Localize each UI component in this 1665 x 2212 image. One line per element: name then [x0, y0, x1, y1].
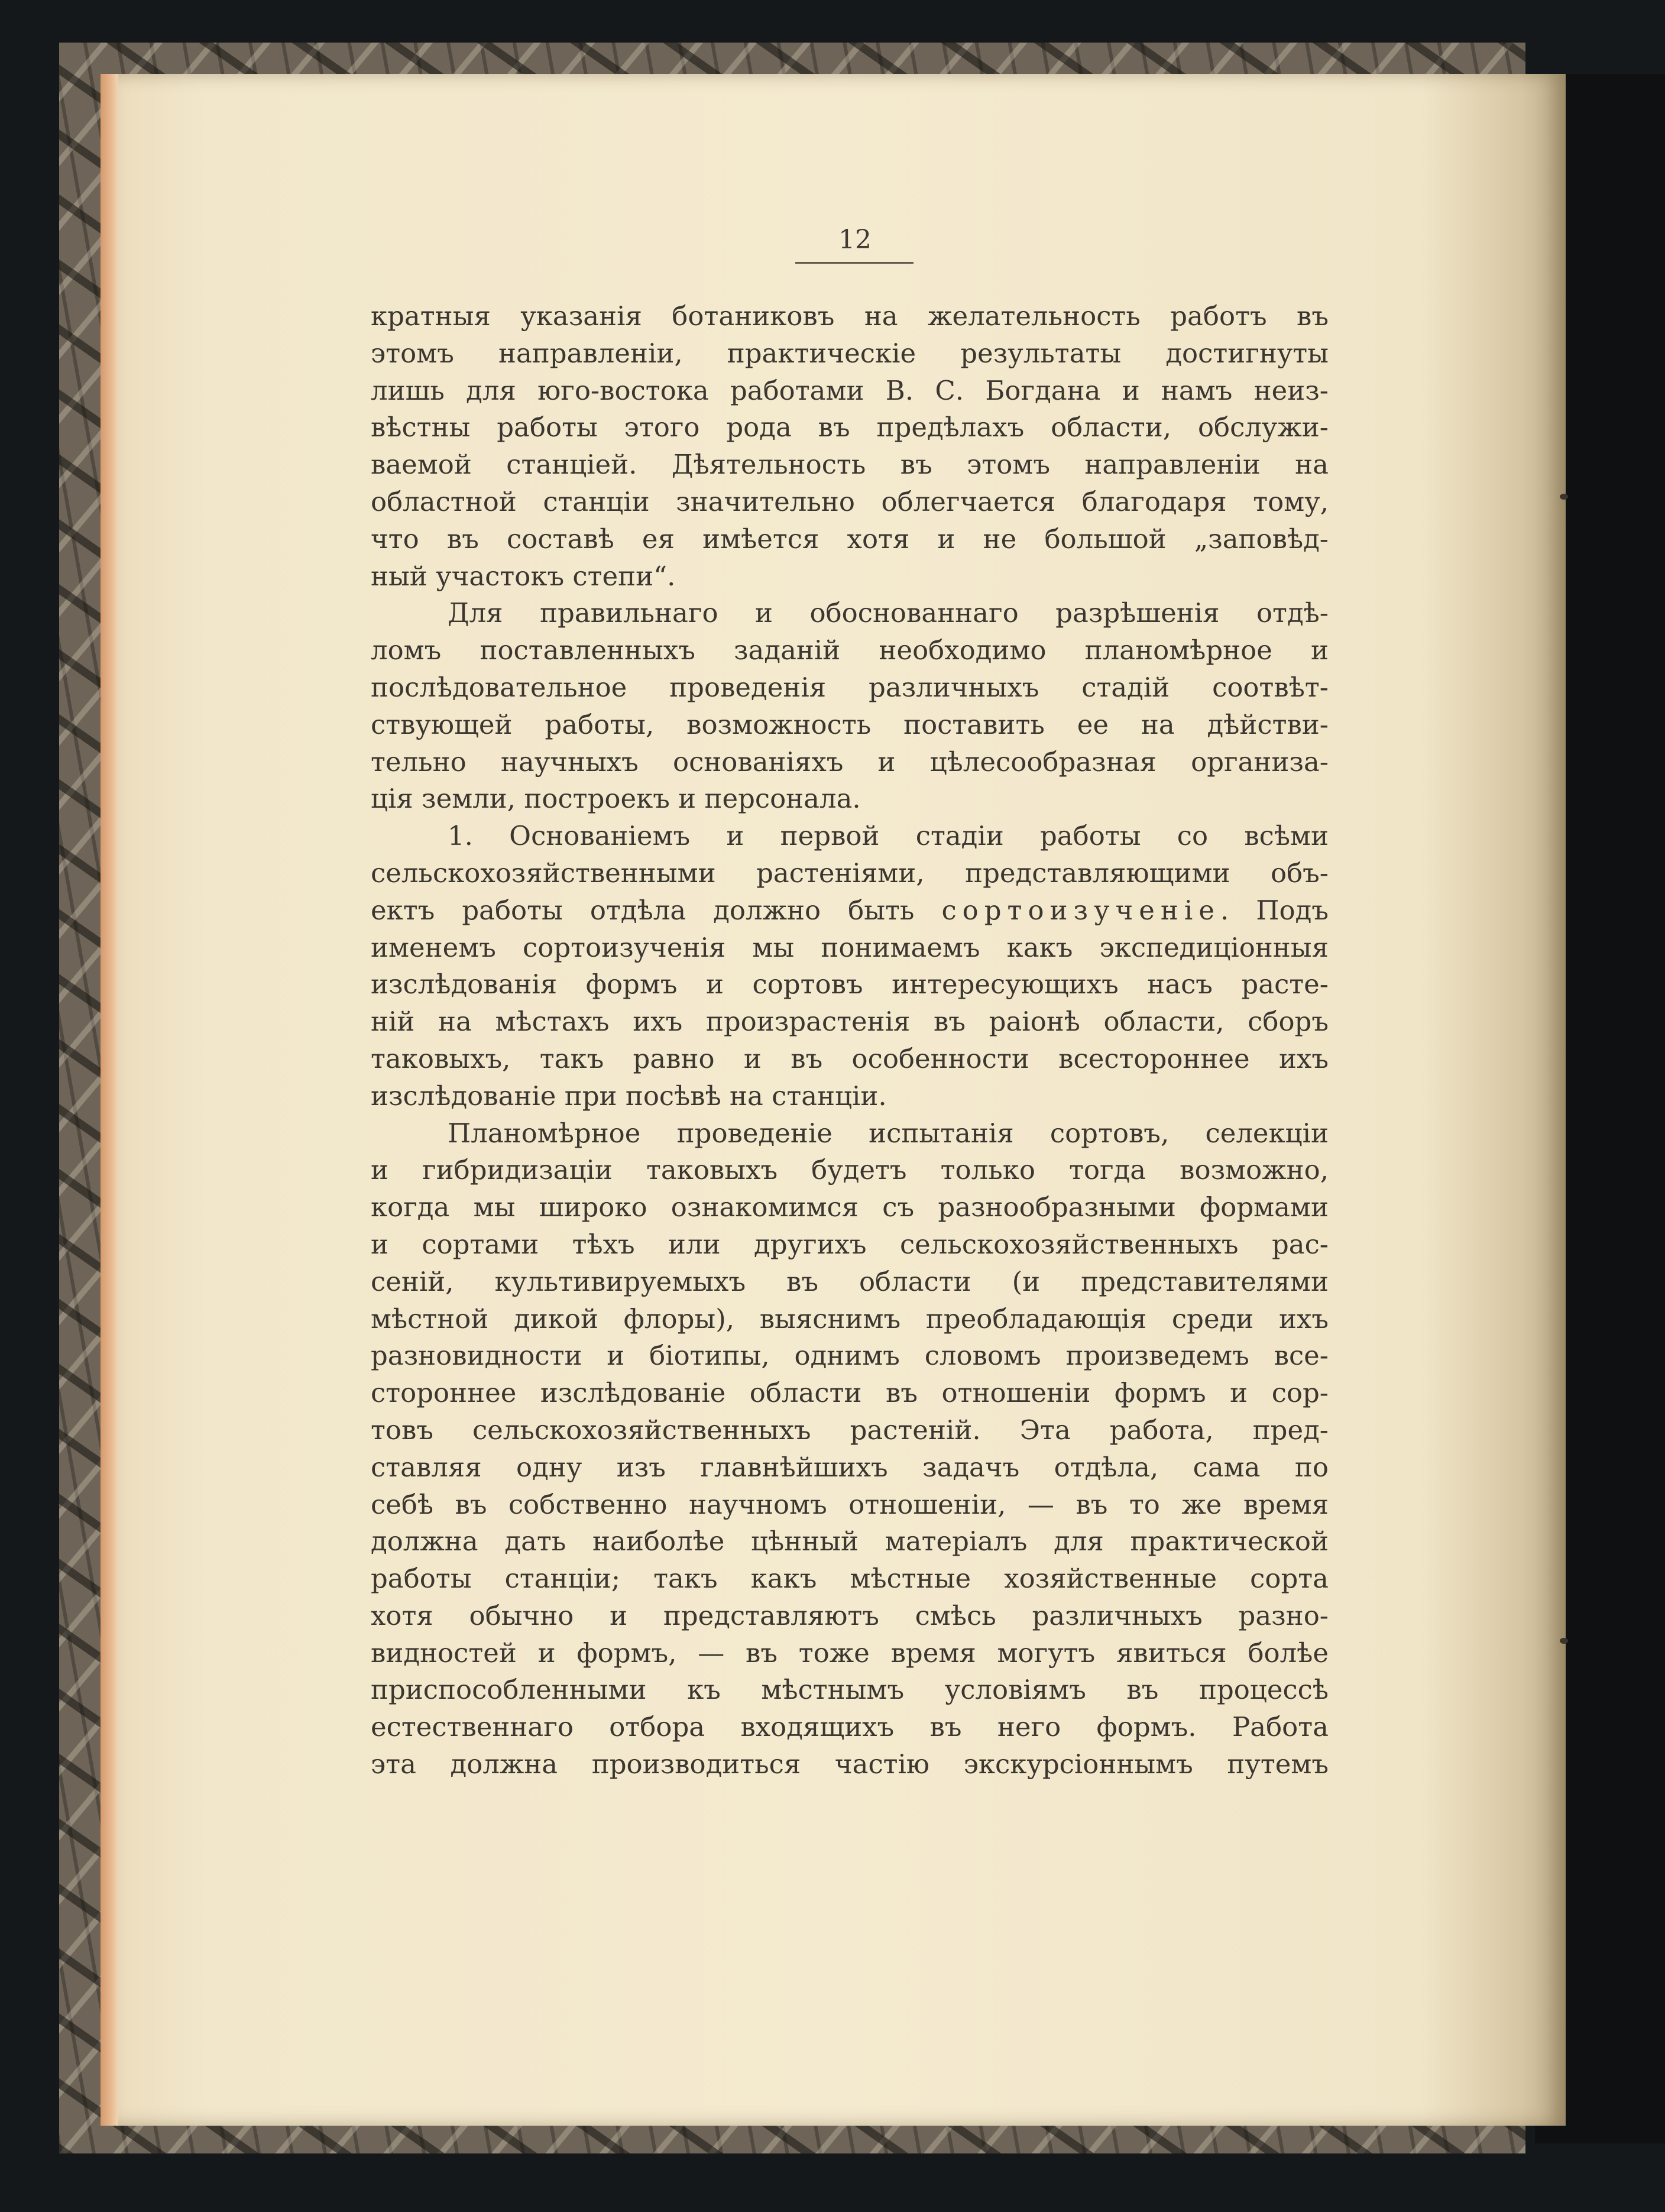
body-text [371, 298, 1329, 1783]
text-line: вѣстны работы этого рода въ предѣлахъ области, обслужи- [371, 412, 1329, 443]
text-line: 1. Основаніемъ и первой стадіи работы со всѣми [448, 820, 1329, 852]
text-line: ствующей работы, возможность поставить ее на дѣйстви- [371, 708, 1329, 740]
text-line: Для правильнаго и обоснованнаго разрѣшенія отдѣ- [448, 597, 1329, 629]
text-line: что въ составѣ ея имѣется хотя и не большой „заповѣд- [371, 523, 1329, 555]
text-segment: ектъ работы отдѣла должно быть [371, 894, 915, 926]
binding-speck [1560, 494, 1568, 500]
text-line: ваемой станціей. Дѣятельность въ этомъ направленіи на [371, 449, 1329, 481]
text-line: ный участокъ степи“. [371, 560, 676, 592]
text-line: ломъ поставленныхъ заданій необходимо планомѣрное и [371, 634, 1329, 666]
text-line: Планомѣрное проведеніе испытанія сортовъ, селекціи [448, 1117, 1329, 1149]
text-line: изслѣдованіе при посѣвѣ на станціи. [371, 1080, 887, 1112]
text-line: хотя обычно и представляютъ смѣсь различныхъ разно- [371, 1599, 1329, 1631]
text-line: товъ сельскохозяйственныхъ растеній. Эта работа, пред- [371, 1414, 1329, 1446]
text-line: изслѣдованія формъ и сортовъ интересующихъ насъ расте- [371, 969, 1329, 1000]
text-line: ній на мѣстахъ ихъ произрастенія въ раіонѣ области, сборъ [371, 1006, 1329, 1038]
text-line: видностей и формъ, — въ тоже время могутъ явиться болѣе [371, 1637, 1329, 1669]
text-line: этомъ направленіи, практическіе результаты достигнуты [371, 337, 1329, 369]
text-line: стороннее изслѣдованіе области въ отношеніи формъ и сор- [371, 1377, 1329, 1409]
text-line: эта должна производиться частію экскурсіоннымъ путемъ [371, 1748, 1329, 1780]
page-number: 12 [838, 225, 872, 255]
text-line: разновидности и біотипы, однимъ словомъ произведемъ все- [371, 1340, 1329, 1372]
binding-speck [1560, 1638, 1568, 1644]
text-line: послѣдовательное проведенія различныхъ стадій соотвѣт- [371, 671, 1329, 703]
text-line: должна дать наиболѣе цѣнный матеріалъ для практической [371, 1526, 1329, 1557]
text-segment: . Подъ [1220, 894, 1329, 926]
text-line: работы станціи; такъ какъ мѣстные хозяйственные сорта [371, 1563, 1329, 1595]
text-line: когда мы широко ознакомимся съ разнообразными формами [371, 1191, 1329, 1223]
emphasized-term: сортоизученіе [941, 894, 1220, 926]
page-edge [101, 74, 118, 2126]
text-line: тельно научныхъ основаніяхъ и цѣлесообразная организа- [371, 746, 1329, 778]
text-line: сеній, культивируемыхъ въ области (и представителями [371, 1265, 1329, 1297]
text-line [371, 892, 1329, 930]
text-line: лишь для юго-востока работами В. С. Богдана и намъ неиз- [371, 374, 1329, 406]
text-line: ставляя одну изъ главнѣйшихъ задачъ отдѣла, сама по [371, 1451, 1329, 1483]
text-line: мѣстной дикой флоры), выяснимъ преобладающія среди ихъ [371, 1303, 1329, 1335]
text-line: и гибридизаціи таковыхъ будетъ только тогда возможно, [371, 1154, 1329, 1186]
text-line: областной станціи значительно облегчается благодаря тому, [371, 485, 1329, 517]
text-line: ція земли, построекъ и персонала. [371, 783, 861, 815]
header-rule [795, 262, 914, 264]
text-line: именемъ сортоизученія мы понимаемъ какъ экспедиціонныя [371, 931, 1329, 963]
text-line: и сортами тѣхъ или другихъ сельскохозяйственныхъ рас- [371, 1228, 1329, 1260]
text-line: себѣ въ собственно научномъ отношеніи, — въ то же время [371, 1488, 1329, 1520]
text-line: приспособленными къ мѣстнымъ условіямъ въ процессѣ [371, 1674, 1329, 1706]
text-line: таковыхъ, такъ равно и въ особенности всестороннее ихъ [371, 1042, 1329, 1074]
text-line: сельскохозяйственными растеніями, представляющими объ- [371, 857, 1329, 889]
text-line: кратныя указанія ботаниковъ на желательность работъ въ [371, 300, 1329, 332]
text-line: естественнаго отбора входящихъ въ него формъ. Работа [371, 1711, 1329, 1743]
